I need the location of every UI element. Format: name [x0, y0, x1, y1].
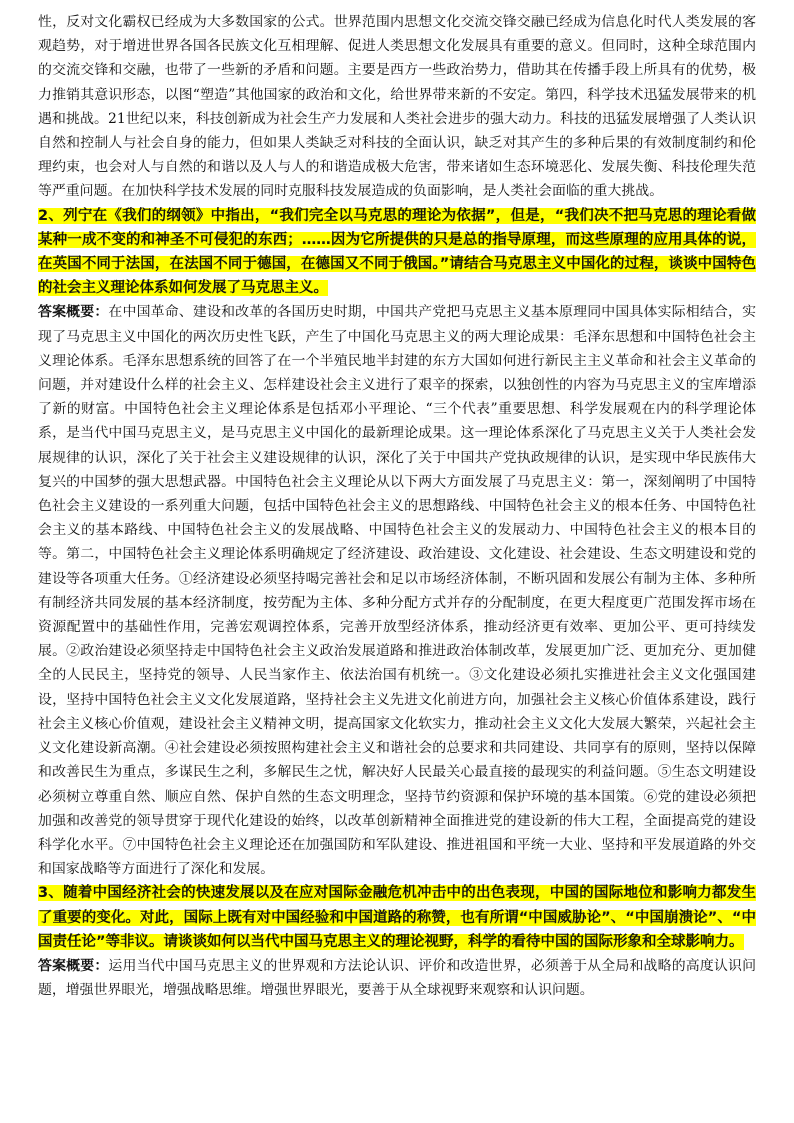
answer-3-text: 运用当代中国马克思主义的世界观和方法论认识、评价和改造世界，必须善于从全局和战略的高度认识问题，增强世界眼光，增强战略思维。增强世界眼光，要善于从全球视野来观察和认识问题。 — [38, 957, 756, 999]
intro-paragraph: 性，反对文化霸权已经成为大多数国家的公式。世界范围内思想文化交流交锋交融已经成为信息化时代人类发展的客观趋势，对于增进世界各国各民族文化互相理解、促进人类思想文化发展具有重要的意义。但同时，这种全球范围内的交流交锋和交融，也带了一些新的矛盾和问题。主要是西方一些政治势力，借助其在传播手段上所具有的优势，极力推销其意识形态，以图“塑造”其他国家的政治和文化，给世界带来新的不安定。第四，科学技术迅猛发展带来的机遇和挑战。21世纪以来，科技创新成为社会生产力发展和人类社会进步的强大动力。科技的迅猛发展增强了人类认识自然和控制人与社会自身的能力，但如果人类缺乏对科技的全面认识，缺乏对其产生的多种后果的有效制度制约和伦理约束，也会对人与自然的和谐以及人与人的和谐造成极大危害，带来诸如生态环境恶化、发展失衡、科技伦理失范等严重问题。在加快科学技术发展的同时克服科技发展造成的负面影响，是人类社会面临的重大挑战。 — [38, 14, 756, 200]
answer-3-label: 答案概要： — [38, 957, 109, 974]
answer-2-paragraph — [38, 300, 756, 881]
question-2-text: 2、列宁在《我们的纲领》中指出，“我们完全以马克思的理论为依据”，但是，“我们决不把马克思的理论看做某种一成不变的和神圣不可侵犯的东西；……因为它所提供的只是总的指导原理，而这些原理的应用具体的说，在英国不同于法国，在法国不同于德国，在德国又不同于俄国。”请结合马克思主义中国化的过程，谈谈中国特色的社会主义理论体系如何发展了马克思主义。 — [38, 207, 756, 297]
question-2 — [38, 204, 756, 301]
document-page — [38, 10, 756, 1002]
answer-3-paragraph — [38, 954, 756, 1002]
answer-2-label: 答案概要： — [38, 304, 109, 321]
question-3 — [38, 881, 756, 954]
answer-2-text: 在中国革命、建设和改革的各国历史时期，中国共产党把马克思主义基本原理同中国具体实际相结合，实现了马克思主义中国化的两次历史性飞跃，产生了中国化马克思主义的两大理论成果：毛泽东思想和中国特色社会主义理论体系。毛泽东思想系统的回答了在一个半殖民地半封建的东方大国如何进行新民主主义革命和社会主义革命的问题，并对建设什么样的社会主义、怎样建设社会主义进行了艰辛的探索，以独创性的内容为马克思主义的宝库增添了新的财富。中国特色社会主义理论体系是包括邓小平理论、“三个代表”重要思想、科学发展观在内的科学理论体系，是当代中国马克思主义，是马克思主义中国化的最新理论成果。这一理论体系深化了马克思主义关于人类社会发展规律的认识，深化了关于社会主义建设规律的认识，深化了关于中国共产党执政规律的认识，是实现中华民族伟大复兴的中国梦的强大思想武器。中国特色社会主义理论从以下两大方面发展了马克思主义：第一，深刻阐明了中国特色社会主义建设的一系列重大问题，包括中国特色社会主义的思想路线、中国特色社会主义的根本任务、中国特色社会主义的基本路线、中国特色社会主义的发展战略、中国特色社会主义的发展动力、中国特色社会主义的根本目的等。第二，中国特色社会主义理论体系明确规定了经济建设、政治建设、文化建设、社会建设、生态文明建设和党的建设等各项重大任务。①经济建设必须坚持喝完善社会和足以市场经济体制，不断巩固和发展公有制为主体、多种所有制经济共同发展的基本经济制度，按劳配为主体、多种分配方式并存的分配制度，在更大程度更广范围发挥市场在资源配置中的基础性作用，完善宏观调控体系，完善开放型经济体系，推动经济更有效率、更加公平、更可持续发展。②政治建设必须坚持走中国特色社会主义政治发展道路和推进政治体制改革，发展更加广泛、更加充分、更加健全的人民民主，坚持党的领导、人民当家作主、依法治国有机统一。③文化建设必须扎实推进社会主义文化强国建设，坚持中国特色社会主义文化发展道路，坚持社会主义先进文化前进方向，加强社会主义核心价值体系建设，践行社会主义核心价值观，建设社会主义精神文明，提高国家文化软实力，推动社会主义文化大发展大繁荣，兴起社会主义文化建设新高潮。④社会建设必须按照构建社会主义和谐社会的总要求和共同建设、共同享有的原则，坚持以保障和改善民生为重点，多谋民生之利，多解民生之忧，解决好人民最关心最直接的最现实的利益问题。⑤生态文明建设必须树立尊重自然、顺应自然、保护自然的生态文明理念，坚持节约资源和保护环境的基本国策。⑥党的建设必须把加强和改善党的领导贯穿于现代化建设的始终，以改革创新精神全面推进党的建设新的伟大工程，全面提高党的建设科学化水平。⑦中国特色社会主义理论还在加强国防和军队建设、推进祖国和平统一大业、坚持和平发展道路的外交和国家战略等方面进行了深化和发展。 — [38, 304, 756, 878]
question-3-text: 3、随着中国经济社会的快速发展以及在应对国际金融危机冲击中的出色表现，中国的国际地位和影响力都发生了重要的变化。对此，国际上既有对中国经验和中国道路的称赞，也有所谓“中国威胁论”、“中国崩溃论”、“中国责任论”等非议。请谈谈如何以当代中国马克思主义的理论视野，科学的看待中国的国际形象和全球影响力。 — [38, 885, 756, 950]
